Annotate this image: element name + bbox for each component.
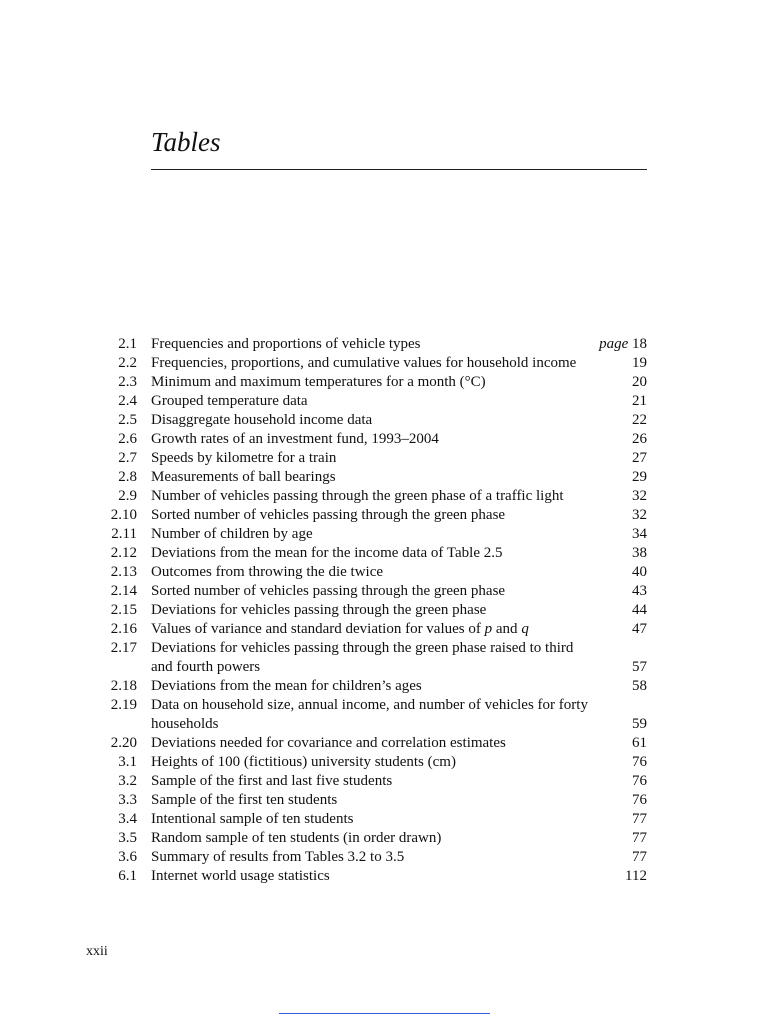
- table-title: Sorted number of vehicles passing through the green phase: [151, 507, 506, 523]
- page-number-value: 32: [632, 507, 647, 523]
- page-number: [591, 373, 647, 392]
- table-title: Outcomes from throwing the die twice: [151, 564, 384, 580]
- page-number-value: 21: [632, 393, 647, 409]
- toc-entry[interactable]: [90, 810, 647, 829]
- table-title: Deviations for vehicles passing through the green phase: [151, 602, 487, 618]
- table-title: Number of vehicles passing through the green phase of a traffic light: [151, 488, 564, 504]
- table-title: Heights of 100 (fictitious) university students (cm): [151, 754, 456, 770]
- toc-entry[interactable]: [90, 449, 647, 468]
- toc-entry[interactable]: [90, 354, 647, 373]
- footer-link-underline[interactable]: [279, 1013, 490, 1014]
- toc-entry[interactable]: [90, 639, 647, 677]
- table-title: Internet world usage statistics: [151, 868, 330, 884]
- table-number: 2.18: [110, 678, 137, 694]
- table-number: 2.8: [118, 469, 137, 485]
- toc-entry[interactable]: [90, 563, 647, 582]
- page-number-value: 77: [632, 830, 647, 846]
- toc-entry[interactable]: [90, 335, 647, 354]
- toc-entry[interactable]: [90, 468, 647, 487]
- page-number-value: 32: [632, 488, 647, 504]
- table-title: Random sample of ten students (in order drawn): [151, 830, 442, 846]
- table-number: 2.6: [118, 431, 137, 447]
- page-number-value: 20: [632, 374, 647, 390]
- page-number: [591, 829, 647, 848]
- page-number: [591, 677, 647, 696]
- table-number: 2.10: [110, 507, 137, 523]
- page-number-value: 22: [632, 412, 647, 428]
- table-title: Speeds by kilometre for a train: [151, 450, 337, 466]
- toc-entry[interactable]: [90, 487, 647, 506]
- page-number-value: 77: [632, 811, 647, 827]
- page-number: [591, 658, 647, 677]
- table-list: [90, 335, 647, 886]
- table-title: Deviations needed for covariance and correlation estimates: [151, 735, 506, 751]
- table-number: 2.2: [118, 355, 137, 371]
- toc-entry[interactable]: [90, 392, 647, 411]
- page-folio: xxii: [86, 944, 108, 959]
- table-title: Sorted number of vehicles passing through the green phase: [151, 583, 506, 599]
- page-number-value: 61: [632, 735, 647, 751]
- table-title: Intentional sample of ten students: [151, 811, 354, 827]
- table-number: 2.3: [118, 374, 137, 390]
- table-number: 2.19: [110, 697, 137, 713]
- page-number-value: 38: [632, 545, 647, 561]
- page-number: [591, 449, 647, 468]
- table-title: Frequencies and proportions of vehicle types: [151, 336, 421, 352]
- table-number: 2.14: [110, 583, 137, 599]
- page-number-value: 47: [632, 621, 647, 637]
- table-title: Growth rates of an investment fund, 1993–2004: [151, 431, 439, 447]
- table-number: 3.3: [118, 792, 137, 808]
- table-title: Minimum and maximum temperatures for a month (°C): [151, 374, 486, 390]
- page-number-value: 40: [632, 564, 647, 580]
- page-number: [591, 582, 647, 601]
- page-number: [591, 810, 647, 829]
- page-prefix: page: [599, 336, 629, 352]
- table-number: 2.7: [118, 450, 137, 466]
- page-number-value: 59: [632, 716, 647, 732]
- table-title: Summary of results from Tables 3.2 to 3.5: [151, 849, 405, 865]
- table-title: Deviations for vehicles passing through the green phase raised to third and fourth powers: [151, 640, 574, 675]
- table-number: 2.13: [110, 564, 137, 580]
- page-number: [591, 753, 647, 772]
- page-number: [591, 354, 647, 373]
- page-number-value: 76: [632, 754, 647, 770]
- toc-entry[interactable]: [90, 753, 647, 772]
- page-number-value: 112: [625, 868, 647, 884]
- table-title: Deviations from the mean for the income data of Table 2.5: [151, 545, 503, 561]
- page-number: [591, 715, 647, 734]
- table-title: Measurements of ball bearings: [151, 469, 336, 485]
- page-number-value: 76: [632, 792, 647, 808]
- page-number: [591, 848, 647, 867]
- toc-entry[interactable]: [90, 867, 647, 886]
- toc-entry[interactable]: [90, 791, 647, 810]
- toc-entry[interactable]: [90, 696, 647, 734]
- page-number-value: 29: [632, 469, 647, 485]
- table-title: Frequencies, proportions, and cumulative values for household income: [151, 355, 577, 371]
- page-number-value: 77: [632, 849, 647, 865]
- table-number: 2.11: [111, 526, 137, 542]
- table-title: Disaggregate household income data: [151, 412, 373, 428]
- page-number-value: 34: [632, 526, 647, 542]
- page-number: [591, 563, 647, 582]
- page-number: [591, 772, 647, 791]
- page-number-value: 18: [632, 336, 647, 352]
- page-number: [591, 620, 647, 639]
- toc-entry[interactable]: [90, 525, 647, 544]
- variable-p: p: [484, 621, 493, 637]
- toc-entry[interactable]: [90, 506, 647, 525]
- page-number-value: 26: [632, 431, 647, 447]
- table-number: 2.12: [110, 545, 137, 561]
- toc-entry[interactable]: [90, 582, 647, 601]
- page-number: [591, 411, 647, 430]
- table-title: [151, 620, 591, 639]
- page-number-value: 43: [632, 583, 647, 599]
- table-number: 3.4: [118, 811, 137, 827]
- table-number: 3.1: [118, 754, 137, 770]
- page-number: [591, 867, 647, 886]
- page-number: [591, 468, 647, 487]
- table-title-text: and: [492, 621, 522, 637]
- page-number: [591, 525, 647, 544]
- table-number: 3.2: [118, 773, 137, 789]
- page-number: [591, 335, 647, 354]
- table-number: 2.1: [118, 336, 137, 352]
- table-title: Data on household size, annual income, and number of vehicles for forty households: [151, 697, 588, 732]
- table-title: Deviations from the mean for children’s ages: [151, 678, 422, 694]
- table-number: 3.6: [118, 849, 137, 865]
- table-number: 2.5: [118, 412, 137, 428]
- toc-entry[interactable]: [90, 544, 647, 563]
- table-number: 2.4: [118, 393, 137, 409]
- table-number: 2.20: [110, 735, 137, 751]
- toc-entry[interactable]: [90, 430, 647, 449]
- toc-entry[interactable]: [90, 620, 647, 639]
- page-number: [591, 487, 647, 506]
- page-number-value: 44: [632, 602, 647, 618]
- page-number-value: 19: [632, 355, 647, 371]
- page-number: [591, 430, 647, 449]
- page-number: [591, 791, 647, 810]
- table-number: 2.16: [110, 621, 137, 637]
- page-number-value: 57: [632, 659, 647, 675]
- page-number: [591, 601, 647, 620]
- page-number: [591, 734, 647, 753]
- toc-entry[interactable]: [90, 411, 647, 430]
- table-title: Sample of the first ten students: [151, 792, 338, 808]
- table-number: 3.5: [118, 830, 137, 846]
- table-title-text: Values of variance and standard deviation for values of: [151, 621, 485, 637]
- page-number-value: 58: [632, 678, 647, 694]
- page-number: [591, 506, 647, 525]
- page-number-value: 27: [632, 450, 647, 466]
- table-title: Number of children by age: [151, 526, 313, 542]
- page-number: [591, 544, 647, 563]
- toc-entry[interactable]: [90, 829, 647, 848]
- page-number: [591, 392, 647, 411]
- table-title: Grouped temperature data: [151, 393, 308, 409]
- toc-entry[interactable]: [90, 601, 647, 620]
- variable-q: q: [521, 621, 529, 637]
- page-title: Tables: [151, 127, 221, 157]
- table-number: 6.1: [118, 868, 137, 884]
- table-number: 2.17: [110, 640, 137, 656]
- toc-entry[interactable]: [90, 772, 647, 791]
- title-rule: [151, 169, 647, 170]
- table-number: 2.9: [118, 488, 137, 504]
- toc-entry[interactable]: [90, 677, 647, 696]
- table-number: 2.15: [110, 602, 137, 618]
- toc-entry[interactable]: [90, 848, 647, 867]
- toc-entry[interactable]: [90, 734, 647, 753]
- table-title: Sample of the first and last five students: [151, 773, 393, 789]
- toc-entry[interactable]: [90, 373, 647, 392]
- page-number-value: 76: [632, 773, 647, 789]
